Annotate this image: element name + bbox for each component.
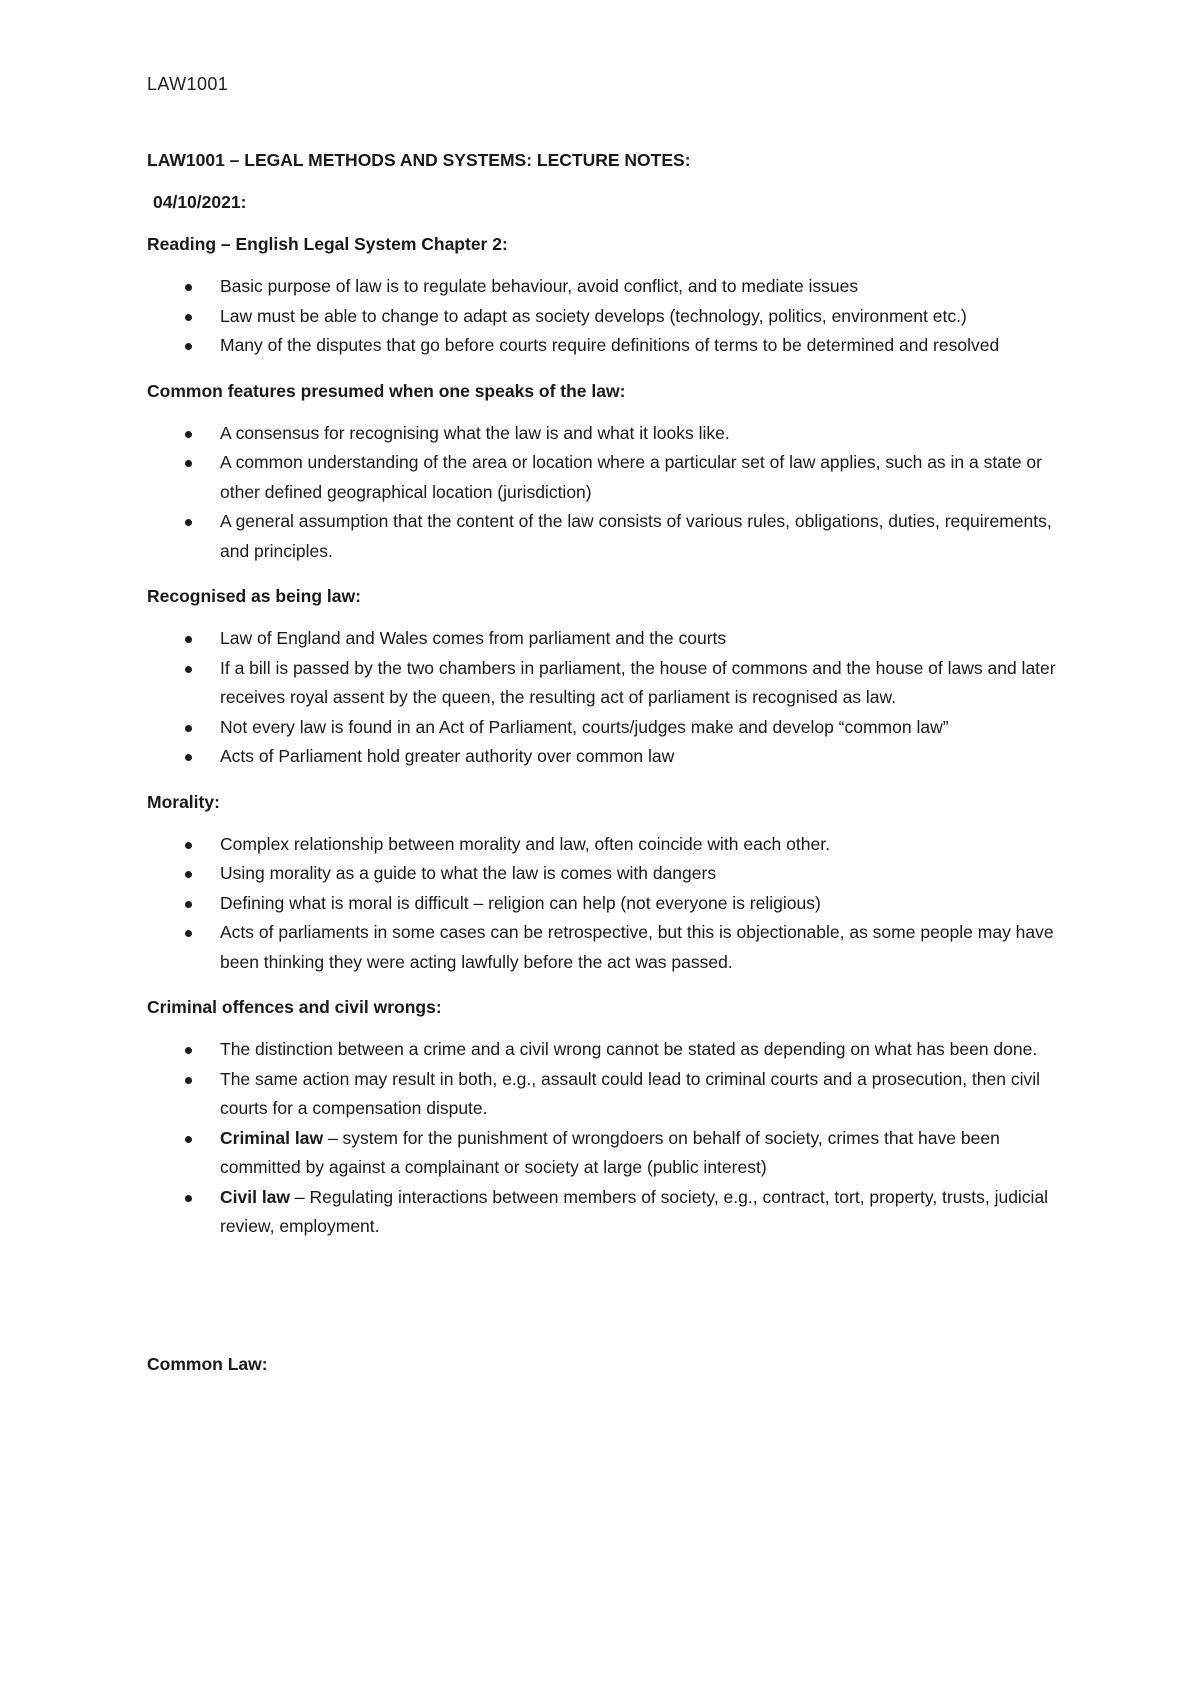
list-item-text: – system for the punishment of wrongdoers on behalf of society, crimes that have been committed by against a complainant or society at large (public interest) bbox=[220, 1127, 1000, 1177]
list-item-text: Many of the disputes that go before courts require definitions of terms to be determined and resolved bbox=[220, 335, 1000, 355]
blank-space bbox=[147, 1260, 1067, 1352]
bullet-icon bbox=[185, 842, 192, 849]
bullet-icon bbox=[185, 1077, 192, 1084]
list-item bbox=[147, 654, 1067, 713]
list-item bbox=[147, 1124, 1067, 1183]
list-item bbox=[147, 331, 1067, 361]
section-morality bbox=[147, 790, 1067, 978]
bullet-icon bbox=[185, 666, 192, 673]
section-recognised-law bbox=[147, 584, 1067, 772]
section-heading: Recognised as being law: bbox=[147, 586, 361, 606]
bullet-icon bbox=[185, 754, 192, 761]
list-item bbox=[147, 272, 1067, 302]
list-item bbox=[147, 1035, 1067, 1065]
lecture-date: 04/10/2021: bbox=[153, 192, 247, 212]
bullet-icon bbox=[185, 284, 192, 291]
list-item-text: Law of England and Wales comes from parliament and the courts bbox=[220, 628, 727, 648]
section-common-features bbox=[147, 379, 1067, 567]
list-item-text: Law must be able to change to adapt as society develops (technology, politics, environment etc.) bbox=[220, 305, 967, 326]
bullet-icon bbox=[185, 1136, 192, 1143]
bullet-icon bbox=[185, 431, 192, 438]
bullet-list bbox=[147, 624, 1067, 772]
list-item bbox=[147, 713, 1067, 743]
section-heading: Common features presumed when one speaks of the law: bbox=[147, 380, 626, 401]
list-item-text: A consensus for recognising what the law is and what it looks like. bbox=[220, 422, 730, 443]
section-heading-common-law: Common Law: bbox=[147, 1353, 268, 1374]
list-item-text: A general assumption that the content of the law consists of various rules, obligations, duties, requirements, and principles. bbox=[220, 511, 1052, 561]
term-criminal-law: Criminal law bbox=[220, 1127, 324, 1148]
section-reading bbox=[147, 232, 1067, 361]
list-item bbox=[147, 1065, 1067, 1124]
list-item-text: The distinction between a crime and a civil wrong cannot be stated as depending on what has been done. bbox=[220, 1039, 1038, 1059]
list-item-text: A common understanding of the area or location where a particular set of law applies, such as in a state or other defined geographical location (jurisdiction) bbox=[220, 452, 1042, 502]
bullet-icon bbox=[185, 636, 192, 643]
list-item-text: If a bill is passed by the two chambers in parliament, the house of commons and the house of laws and later receives royal assent by the queen, the resulting act of parliament is recognised as law. bbox=[220, 657, 1056, 707]
document-title: LAW1001 – LEGAL METHODS AND SYSTEMS: LECTURE NOTES: bbox=[147, 150, 691, 170]
bullet-icon bbox=[185, 519, 192, 526]
section-heading: Morality: bbox=[147, 791, 220, 812]
page-header: LAW1001 bbox=[147, 74, 229, 94]
list-item-text: The same action may result in both, e.g., assault could lead to criminal courts and a prosecution, then civil courts for a compensation dispute. bbox=[220, 1068, 1041, 1118]
bullet-list bbox=[147, 1035, 1067, 1242]
section-heading: Criminal offences and civil wrongs: bbox=[147, 997, 442, 1017]
bullet-icon bbox=[185, 460, 192, 467]
document-body bbox=[147, 148, 1067, 1392]
list-item bbox=[147, 448, 1067, 507]
bullet-icon bbox=[185, 343, 192, 350]
list-item bbox=[147, 918, 1067, 977]
list-item-text: Complex relationship between morality and law, often coincide with each other. bbox=[220, 833, 830, 854]
bullet-icon bbox=[185, 1195, 192, 1202]
term-civil-law: Civil law bbox=[220, 1186, 291, 1207]
list-item bbox=[147, 742, 1067, 772]
list-item-text: Acts of parliaments in some cases can be retrospective, but this is objectionable, as some people may have been thinking they were acting lawfully before the act was passed. bbox=[220, 922, 1054, 972]
section-heading: Reading – English Legal System Chapter 2: bbox=[147, 234, 508, 254]
bullet-icon bbox=[185, 930, 192, 937]
section-criminal-civil bbox=[147, 995, 1067, 1242]
list-item-text: Not every law is found in an Act of Parliament, courts/judges make and develop “common law” bbox=[220, 716, 949, 737]
list-item bbox=[147, 830, 1067, 860]
list-item bbox=[147, 302, 1067, 332]
list-item bbox=[147, 1183, 1067, 1242]
list-item bbox=[147, 889, 1067, 919]
bullet-icon bbox=[185, 901, 192, 908]
list-item bbox=[147, 507, 1067, 566]
bullet-list bbox=[147, 830, 1067, 978]
list-item bbox=[147, 419, 1067, 449]
list-item bbox=[147, 624, 1067, 654]
bullet-icon bbox=[185, 1047, 192, 1054]
bullet-list bbox=[147, 272, 1067, 361]
list-item-text: – Regulating interactions between members of society, e.g., contract, tort, property, trusts, judicial review, employment. bbox=[220, 1186, 1049, 1236]
list-item bbox=[147, 859, 1067, 889]
bullet-icon bbox=[185, 725, 192, 732]
list-item-text: Basic purpose of law is to regulate behaviour, avoid conflict, and to mediate issues bbox=[220, 276, 859, 296]
list-item-text: Using morality as a guide to what the law is comes with dangers bbox=[220, 863, 717, 883]
bullet-list bbox=[147, 419, 1067, 567]
bullet-icon bbox=[185, 871, 192, 878]
list-item-text: Acts of Parliament hold greater authority over common law bbox=[220, 746, 675, 766]
list-item-text: Defining what is moral is difficult – religion can help (not everyone is religious) bbox=[220, 892, 821, 913]
bullet-icon bbox=[185, 314, 192, 321]
